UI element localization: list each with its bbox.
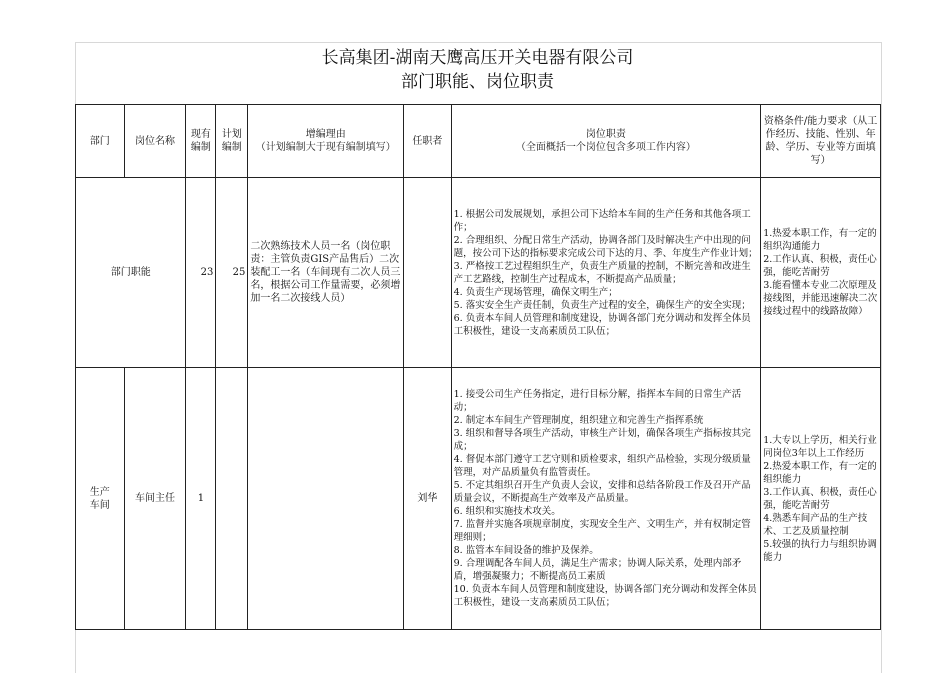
cell-qualifications: 1.大专以上学历，相关行业同岗位3年以上工作经历 2.热爱本职工作，有一定的组织能力 3.工作认真、积极，责任心强，能吃苦耐劳 4.熟悉车间产品的生产技术、工艺及质量控制 5.较强的执行力与组织协调能力 (761, 368, 881, 630)
cell-increase-reason: 二次熟练技术人员一名（岗位职责：主管负责GIS产品售后）二次装配工一名（车间现有二次人员三名，根据公司工作量需要，必须增加一名二次接线人员） (248, 178, 404, 368)
cell-increase-reason (248, 368, 404, 630)
cell-planned-staff (216, 368, 248, 630)
header-dept: 部门 (76, 105, 125, 178)
cell-dept: 生产 车间 (76, 368, 125, 630)
header-increase-reason (248, 105, 404, 178)
header-increase-reason-note: （计划编制大于现有编制填写） (255, 142, 396, 153)
header-duties (451, 105, 761, 178)
header-planned-staff: 计划 编制 (216, 105, 248, 178)
cell-duties: 1. 接受公司生产任务指定，进行目标分解，指挥本车间的日常生产活动； 2. 制定本车间生产管理制度，组织建立和完善生产指挥系统 3. 组织和督导各项生产活动，审核生产计划，确保各项生产指标按其完成； 4. 督促本部门遵守工艺守则和质检要求，组织产品检验，实现分级质量管理，对产品质量负有监管责任。 5. 不定其组织召开生产负责人会议，安排和总结各阶段工作及召开产品质量会议，不断提高生产效率及产品质量。 6. 组织和实施技术攻关。 7. 监督并实施各项规章制度，实现安全生产、文明生产，并有权制定管理细则； 8. 监管本车间设备的维护及保养。 9. 合理调配各车间人员，满足生产需求；协调人际关系，处理内部矛盾，增强凝聚力；不断提高员工素质 10. 负责本车间人员管理和制度建设，协调各部门充分调动和发挥全体员工积极性，建设一支高素质员工队伍； (451, 368, 761, 630)
cell-incumbent (404, 178, 451, 368)
header-row (76, 105, 881, 178)
header-increase-reason-label: 增编理由 (305, 129, 346, 140)
title-block (75, 42, 880, 104)
cell-incumbent: 刘华 (404, 368, 451, 630)
cell-current-staff: 23 (186, 178, 216, 368)
header-duties-label: 岗位职责 (585, 129, 626, 140)
cell-planned-staff: 25 (216, 178, 248, 368)
document-subtitle: 部门职能、岗位职责 (401, 72, 554, 92)
cell-current-staff: 1 (186, 368, 216, 630)
duty-table (75, 104, 881, 630)
cell-duties: 1. 根据公司发展规划，承担公司下达给本车间的生产任务和其他各项工作； 2. 合理组织、分配日常生产活动，协调各部门及时解决生产中出现的问题，按公司下达的指标要求完成公司下达的月、季、年度生产作业计划； 3. 严格按工艺过程组织生产，负责生产质量的控制，不断完善和改进生产工艺路线，控制生产过程成本，不断提高产品质量； 4. 负责生产现场管理，确保文明生产； 5. 落实安全生产责任制，负责生产过程的安全，确保生产的安全实现； 6. 负责本车间人员管理和制度建设，协调各部门充分调动和发挥全体员工积极性，建设一支高素质员工队伍； (451, 178, 761, 368)
company-title: 长高集团-湖南天鹰高压开关电器有限公司 (321, 48, 634, 68)
cell-qualifications: 1.热爱本职工作，有一定的组织沟通能力 2.工作认真、积极，责任心强，能吃苦耐劳 3.能看懂本专业二次原理及接线图，并能迅速解决二次接线过程中的线路故障） (761, 178, 881, 368)
header-incumbent: 任职者 (404, 105, 451, 178)
header-qualifications: 资格条件/能力要求（从工作经历、技能、性别、年龄、学历、专业等方面填写） (761, 105, 881, 178)
table-row-workshop-director (76, 368, 881, 630)
header-duties-note: （全面概括一个岗位包含多项工作内容） (515, 142, 696, 153)
table-row-dept-function (76, 178, 881, 368)
header-position: 岗位名称 (124, 105, 186, 178)
row-label-dept-function: 部门职能 (76, 178, 186, 368)
cell-position: 车间主任 (124, 368, 186, 630)
header-current-staff: 现有 编制 (186, 105, 216, 178)
